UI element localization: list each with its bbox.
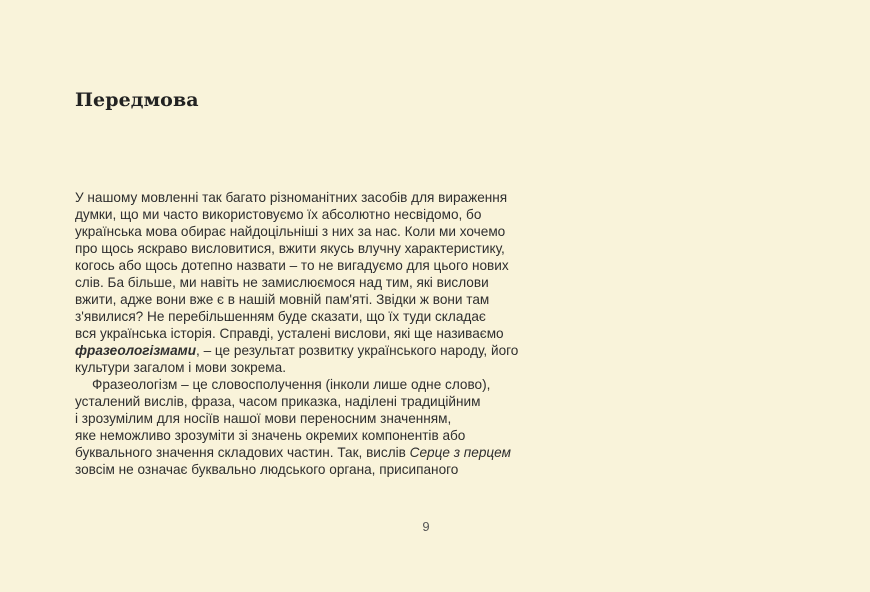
example-phrase: Серце з перцем	[409, 445, 511, 460]
text-segment: усталений вислів, фраза, часом приказка, наділені традиційним	[75, 394, 481, 409]
text-line	[75, 291, 515, 308]
text-line	[75, 461, 515, 478]
text-segment: , – це результат розвитку українського народу, його	[196, 343, 519, 358]
text-segment: буквального значення складових частин. Так, вислів	[75, 445, 410, 460]
term-phraseologisms: фразеологізмами	[75, 343, 197, 358]
text-line	[75, 325, 515, 342]
text-segment: зовсім не означає буквально людського органа, присипаного	[75, 462, 459, 477]
text-line	[75, 240, 515, 257]
paragraph-first-line	[75, 376, 515, 393]
text-segment: вся українська історія. Справді, усталені вислови, які ще називаємо	[75, 326, 504, 341]
text-line	[75, 223, 515, 240]
text-segment: слів. Ба більше, ми навіть не замислюємося над тим, які вислови	[75, 275, 489, 290]
text-segment: про щось яскраво висловитися, вжити якусь влучну характеристику,	[75, 241, 505, 256]
text-line	[75, 410, 515, 427]
text-line	[75, 393, 515, 410]
page-number: 9	[422, 519, 430, 534]
text-segment: думки, що ми часто використовуємо їх абсолютно несвідомо, бо	[75, 207, 482, 222]
body-text	[75, 189, 519, 478]
text-line	[75, 274, 515, 291]
text-segment: з'явилися? Не перебільшенням буде сказати, що їх туди складає	[75, 309, 486, 324]
text-segment: українська мова обирає найдоцільніші з них за нас. Коли ми хочемо	[75, 224, 506, 239]
text-line	[75, 342, 519, 359]
text-line	[75, 257, 515, 274]
text-segment: культури загалом і мови зокрема.	[75, 360, 286, 375]
text-segment: і зрозумілим для носіїв нашої мови переносним значенням,	[75, 411, 452, 426]
text-segment: вжити, адже вони вже є в нашій мовній пам'яті. Звідки ж вони там	[75, 292, 490, 307]
text-line	[75, 189, 515, 206]
text-line	[75, 444, 515, 461]
text-line	[75, 359, 515, 376]
text-line	[75, 206, 515, 223]
page-title: Передмова	[75, 89, 199, 111]
text-line	[75, 308, 515, 325]
text-segment: У нашому мовленні так багато різноманітних засобів для вираження	[75, 190, 508, 205]
text-segment: Фразеологізм – це словосполучення (інколи лише одне слово),	[92, 377, 491, 392]
text-segment: когось або щось дотепно назвати – то не вигадуємо для цього нових	[75, 258, 509, 273]
text-segment: яке неможливо зрозуміти зі значень окремих компонентів або	[75, 428, 466, 443]
text-line	[75, 427, 515, 444]
